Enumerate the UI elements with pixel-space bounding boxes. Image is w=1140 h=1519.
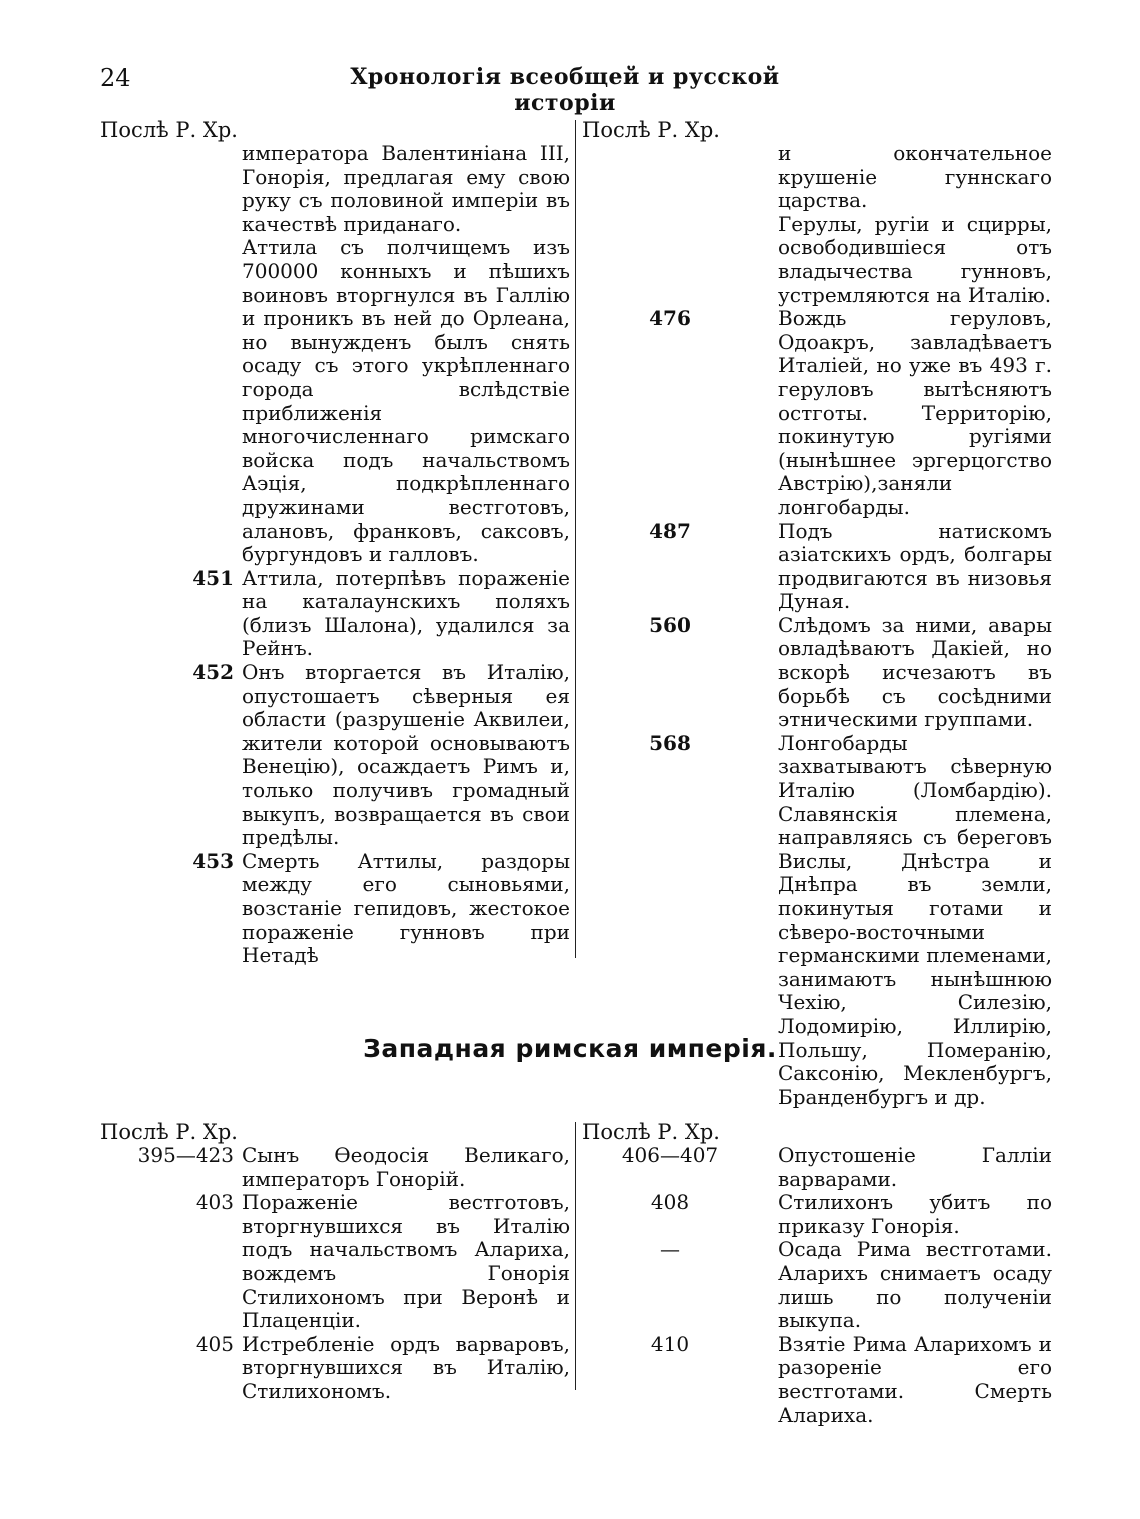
chronology-entry (582, 1144, 1052, 1191)
chronology-entry (582, 307, 1052, 519)
entry-list (582, 1144, 1052, 1427)
entry-list (582, 142, 1052, 1109)
running-title: Хронологія всеобщей и русской исторіи (350, 64, 780, 116)
chronology-entry (100, 661, 570, 850)
entry-text: и окончательное крушеніе гуннскаго царства. (778, 141, 1052, 213)
entry-year: 568 (649, 730, 691, 755)
entry-text: Лонгобарды захватываютъ сѣверную Италію (Ломбардію). Славянскія племена, направляясь съ береговъ Вислы, Днѣстра и Днѣпра въ земли, покинутыя готами и сѣверо-восточными германскими племенами, занимаютъ нынѣшнюю Чехію, Силезію, Лодомирію, Иллирію, Польшу, Померанію, Саксонію, Мекленбургъ, Бранденбургъ и др. (778, 730, 1052, 1109)
column-left (100, 1120, 570, 1404)
entry-year: 395—423 (137, 1143, 234, 1167)
chronology-entry (100, 1333, 570, 1404)
entry-text: Взятіе Рима Аларихомъ и разореніе его вестготами. Смерть Алариха. (778, 1331, 1052, 1427)
chronology-entry (100, 142, 570, 236)
entry-year: — (660, 1237, 680, 1262)
chronology-entry (582, 614, 1052, 732)
entry-year: 560 (649, 612, 691, 637)
column-right (582, 1120, 1052, 1427)
entry-text: Истребленіе ордъ варваровъ, вторгнувшихся въ Италію, Стилихономъ. (242, 1331, 570, 1403)
era-label: Послѣ Р. Хр. (100, 118, 238, 142)
entry-year: 403 (195, 1190, 234, 1215)
column-left (100, 118, 570, 968)
entry-text: Пораженіе вестготовъ, вторгнувшихся въ Италію подъ начальствомъ Алариха, вождемъ Гонорія Стилихономъ при Веронѣ и Плаценціи. (242, 1190, 570, 1333)
chronology-entry (100, 1144, 570, 1191)
era-label: Послѣ Р. Хр. (582, 118, 720, 142)
entry-year: 408 (650, 1190, 690, 1215)
entry-year: 453 (192, 848, 234, 873)
chronology-entry (100, 850, 570, 968)
entry-year: 406—407 (621, 1143, 719, 1167)
entry-text: Осада Рима вестготами. Аларихъ снимаетъ осаду лишь по полученіи выкупа. (778, 1237, 1052, 1333)
entry-year: 405 (195, 1331, 234, 1356)
section-heading: Западная римская имперія. (363, 1034, 777, 1063)
column-right (582, 118, 1052, 1109)
entry-text: Сынъ Ѳеодосія Великаго, императоръ Гонорій. (242, 1143, 570, 1191)
entry-list (100, 1144, 570, 1404)
entry-text: Онъ вторгается въ Италію, опустошаетъ сѣверныя ея области (разрушеніе Аквилеи, жители которой основываютъ Венецію), осаждаетъ Римъ и, только получивъ громадный выкупъ, возвращается въ свои предѣлы. (242, 660, 570, 850)
entry-text: Подъ натискомъ азіатскихъ ордъ, болгары продвигаются въ низовья Дуная. (778, 518, 1052, 614)
entry-year: 487 (649, 518, 691, 543)
era-label: Послѣ Р. Хр. (100, 1120, 238, 1144)
entry-text: Вождь геруловъ, Одоакръ, завладѣваетъ Италіей, но уже въ 493 г. геруловъ вытѣсняютъ остготы. Территорію, покинутую ругіями (нынѣшнее эргерцогство Австрію),заняли лонгобарды. (778, 306, 1052, 519)
chronology-entry (582, 213, 1052, 307)
chronology-entry (100, 236, 570, 566)
chronology-entry (582, 142, 1052, 213)
entry-year: 451 (192, 565, 234, 590)
entry-text: Герулы, ругіи и сцирры, освободившіеся отъ владычества гунновъ, устремляются на Италію. (778, 211, 1052, 307)
entry-year: 476 (649, 306, 691, 331)
chronology-entry (100, 1191, 570, 1333)
chronology-entry (582, 1191, 1052, 1238)
entry-year: 452 (192, 660, 234, 685)
entry-year: 410 (650, 1331, 690, 1356)
era-label: Послѣ Р. Хр. (582, 1120, 720, 1144)
entry-text: Смерть Аттилы, раздоры между его сыновьями, возстаніе гепидовъ, жестокое пораженіе гунновъ при Нетадѣ (242, 848, 570, 968)
entry-text: Аттила, потерпѣвъ пораженіе на каталаунскихъ поляхъ (близъ Шалона), удалился за Рейнъ. (242, 565, 570, 661)
entry-text: Слѣдомъ за ними, авары овладѣваютъ Дакіей, но вскорѣ исчезаютъ въ борьбѣ съ сосѣдними этническими группами. (778, 612, 1052, 732)
chronology-entry (582, 1333, 1052, 1427)
entry-list (100, 142, 570, 968)
chronology-entry (582, 1238, 1052, 1332)
chronology-entry (100, 567, 570, 661)
entry-text: Опустошеніе Галліи варварами. (778, 1143, 1052, 1191)
entry-text: Стилихонъ убитъ по приказу Гонорія. (778, 1190, 1052, 1238)
chronology-entry (582, 520, 1052, 614)
page-number: 24 (100, 64, 131, 92)
entry-text: императора Валентиніана III, Гонорія, предлагая ему свою руку съ половиной имперіи въ качествѣ приданаго. (242, 141, 570, 236)
entry-text: Аттила съ полчищемъ изъ 700000 конныхъ и пѣшихъ воиновъ вторгнулся въ Галлію и проникъ въ ней до Орлеана, но вынужденъ былъ снять осаду съ этого укрѣпленнаго города вслѣдствіе приближенія многочисленнаго римскаго войска подъ начальствомъ Аэція, подкрѣпленнаго дружинами вестготовъ, алановъ, франковъ, саксовъ, бургундовъ и галловъ. (242, 235, 570, 567)
